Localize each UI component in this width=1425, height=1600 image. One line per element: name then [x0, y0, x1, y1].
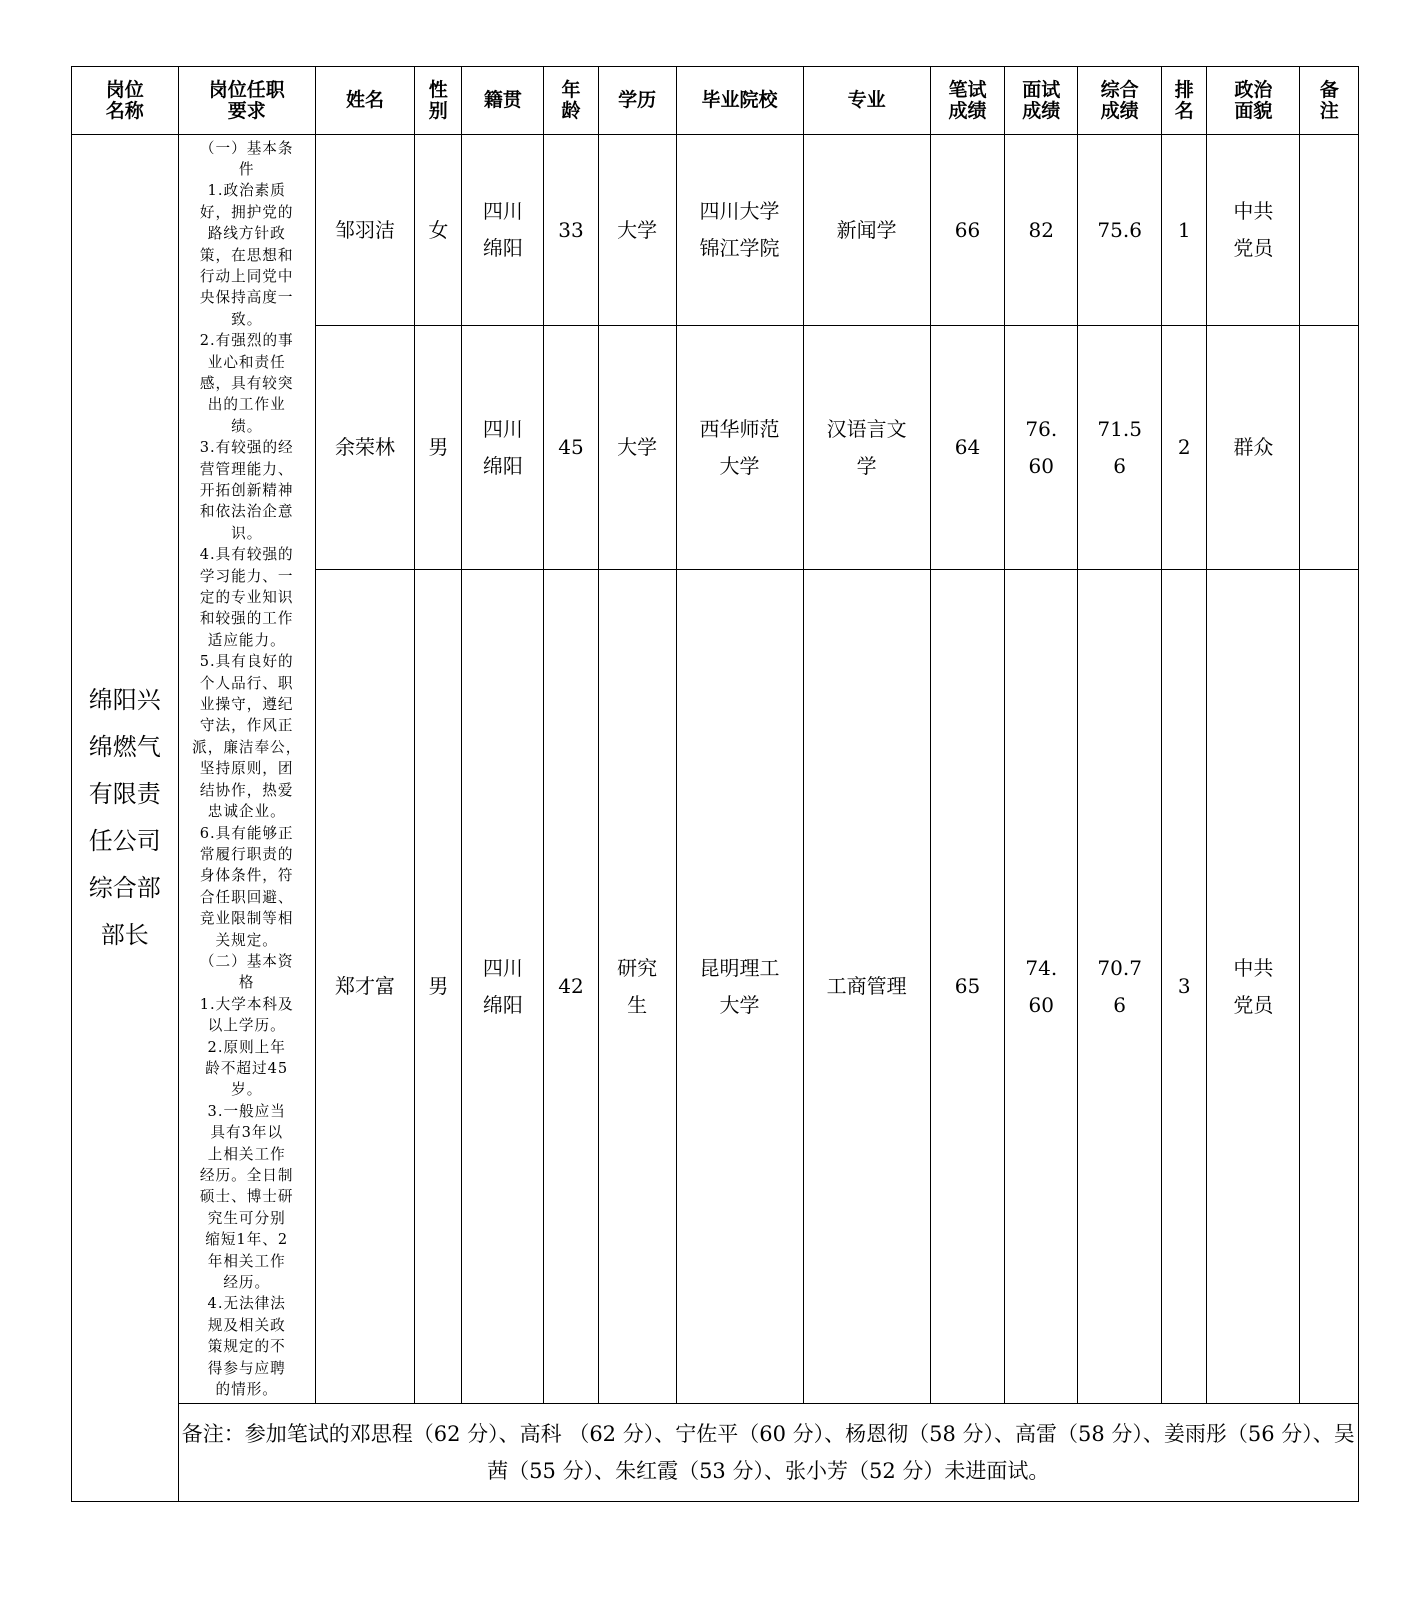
header-age: 年 龄	[544, 67, 598, 135]
cell-gender: 男	[415, 570, 462, 1404]
note-text: 备注：参加笔试的邓思程（62 分）、高科 （62 分）、宁佐平（60 分）、杨恩彻（58 分）、高雷（58 分）、姜雨彤（56 分）、吴茜（55 分）、朱红霞（53 分）、张小芳（52 分）未进面试。	[178, 1404, 1358, 1502]
header-gender: 性 别	[415, 67, 462, 135]
cell-total-score: 70.7 6	[1078, 570, 1162, 1404]
cell-major: 工商管理	[803, 570, 930, 1404]
cell-school: 西华师范 大学	[676, 326, 803, 570]
cell-interview-score: 76. 60	[1005, 326, 1078, 570]
cell-remark	[1300, 135, 1359, 326]
header-rank: 排 名	[1162, 67, 1207, 135]
table-row	[72, 135, 1359, 326]
results-table	[71, 66, 1359, 1502]
cell-age: 45	[544, 326, 598, 570]
cell-gender: 女	[415, 135, 462, 326]
header-total-score: 综合 成绩	[1078, 67, 1162, 135]
cell-name: 郑才富	[315, 570, 414, 1404]
requirements-cell	[178, 135, 315, 1404]
header-written-score: 笔试 成绩	[930, 67, 1005, 135]
cell-school: 四川大学 锦江学院	[676, 135, 803, 326]
cell-total-score: 71.5 6	[1078, 326, 1162, 570]
cell-remark	[1300, 570, 1359, 1404]
cell-political-status: 中共 党员	[1207, 570, 1300, 1404]
cell-education: 大学	[598, 326, 676, 570]
header-requirements: 岗位任职 要求	[178, 67, 315, 135]
cell-major: 新闻学	[803, 135, 930, 326]
cell-political-status: 中共 党员	[1207, 135, 1300, 326]
cell-major: 汉语言文 学	[803, 326, 930, 570]
cell-remark	[1300, 326, 1359, 570]
header-interview-score: 面试 成绩	[1005, 67, 1078, 135]
header-name: 姓名	[315, 67, 414, 135]
cell-rank: 3	[1162, 570, 1207, 1404]
cell-political-status: 群众	[1207, 326, 1300, 570]
cell-school: 昆明理工 大学	[676, 570, 803, 1404]
cell-written-score: 66	[930, 135, 1005, 326]
cell-hometown: 四川 绵阳	[462, 326, 544, 570]
header-education: 学历	[598, 67, 676, 135]
cell-hometown: 四川 绵阳	[462, 135, 544, 326]
header-hometown: 籍贯	[462, 67, 544, 135]
cell-education: 大学	[598, 135, 676, 326]
header-major: 专业	[803, 67, 930, 135]
post-name-text: 绵阳兴 绵燃气 有限责 任公司 综合部 部长	[88, 686, 161, 949]
cell-hometown: 四川 绵阳	[462, 570, 544, 1404]
header-political-status: 政治 面貌	[1207, 67, 1300, 135]
header-remark: 备 注	[1300, 67, 1359, 135]
cell-age: 33	[544, 135, 598, 326]
post-name	[72, 135, 179, 1502]
header-post-name: 岗位 名称	[72, 67, 179, 135]
cell-total-score: 75.6	[1078, 135, 1162, 326]
cell-interview-score: 82	[1005, 135, 1078, 326]
cell-interview-score: 74. 60	[1005, 570, 1078, 1404]
header-row	[72, 67, 1359, 135]
cell-written-score: 65	[930, 570, 1005, 1404]
cell-age: 42	[544, 570, 598, 1404]
cell-written-score: 64	[930, 326, 1005, 570]
cell-rank: 2	[1162, 326, 1207, 570]
cell-name: 邹羽洁	[315, 135, 414, 326]
cell-rank: 1	[1162, 135, 1207, 326]
cell-name: 余荣林	[315, 326, 414, 570]
cell-education: 研究 生	[598, 570, 676, 1404]
note-row	[72, 1404, 1359, 1502]
requirements-text: （一）基本条 件 1.政治素质 好，拥护党的 路线方针政 策，在思想和 行动上同党中 央保持高度一 致。 2.有强烈的事 业心和责任 感，具有较突 出的工作业 绩。 3.有较强的经 营管理能力、 开拓创新精神 和依法治企意 识。 4.具有较强的 学习能力、一 定的专业知识 和较强的工作 适应能力。 5.具有良好的 个人品行、职 业操守，遵纪 守法，作风正 派，廉洁奉公， 坚持原则，团 结协作，热爱 忠诚企业。 6.具有能够正 常履行职责的 身体条件，符 合任职回避、 竞业限制等相 关规定。 （二）基本资 格 1.大学本科及 以上学历。 2.原则上年 龄不超过45 岁。 3.一般应当 具有3年以 上相关工作 经历。全日制 硕士、博士研 究生可分别 缩短1年、2 年相关工作 经历。 4.无法律法 规及相关政 策规定的不 得参与应聘 的情形。	[192, 139, 302, 1399]
header-school: 毕业院校	[676, 67, 803, 135]
cell-gender: 男	[415, 326, 462, 570]
